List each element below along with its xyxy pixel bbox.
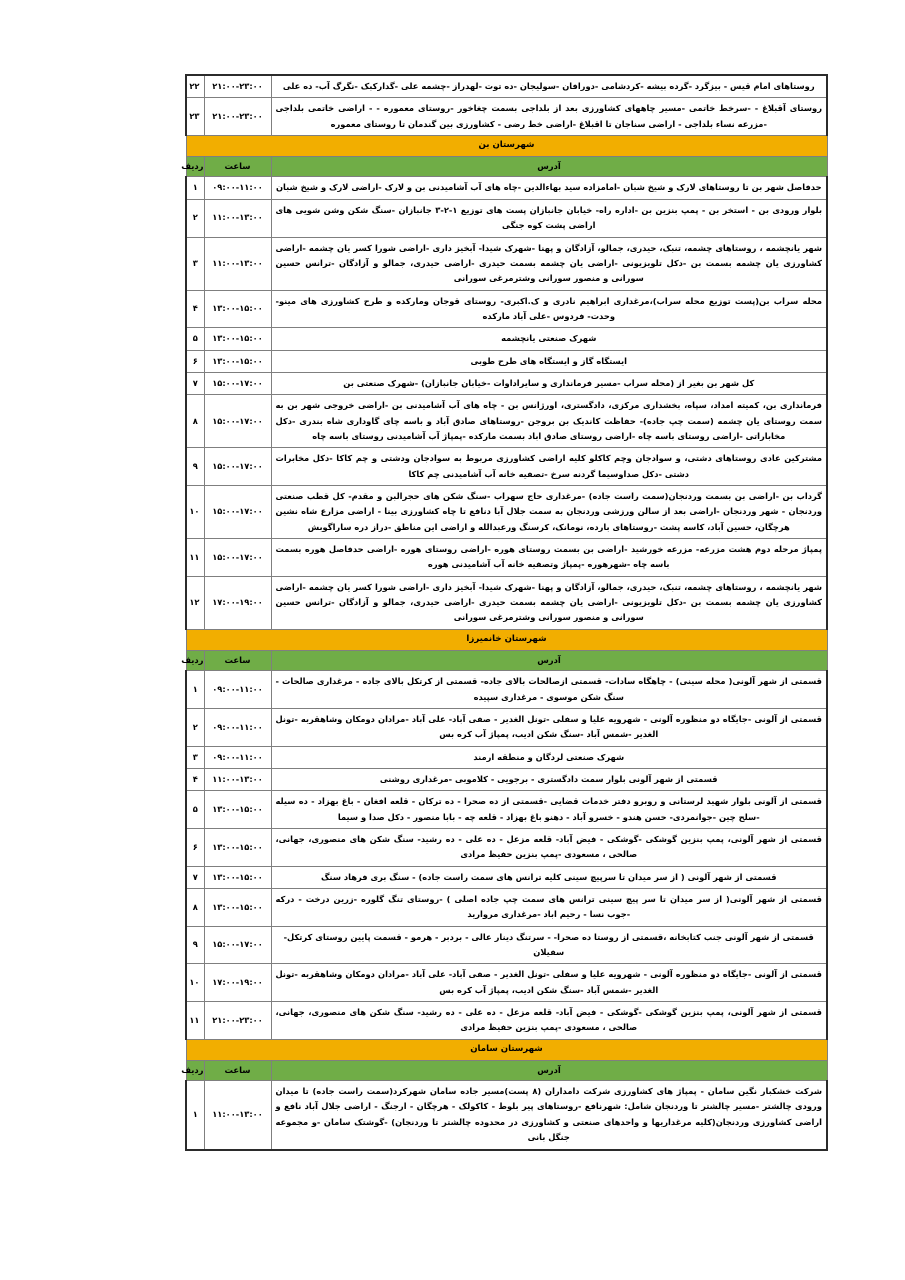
cell-time: ۱۵:۰۰-۱۷:۰۰	[204, 448, 271, 486]
cell-address: قسمتی از شهر آلونی بلوار سمت دادگستری - برجویی - کلاموبی -مرغداری روشنی	[271, 768, 827, 790]
table-row	[186, 372, 827, 394]
city-name: شهرستان بن	[186, 136, 827, 157]
column-header-time: ساعت	[204, 156, 271, 177]
cell-address: فرمانداری بن، کمیته امداد، سپاه، بخشداری مرکزی، دادگستری، اورژانس بن - چاه های آب آشامیدنی بن -اراضی خروجی شهر بن به سمت روستای یان چشمه (سمت چپ جاده)- حفاظت کاندیک بن بروجن -روستاهای صادق آباد و باسه چای گاوداری شاه بندری -دکل مخاباراتی -اراضی روستای باسه چاه -اراضی روستای صادق اباد بسمت مارکده -پمپاژ آب آشامیدنی روستای باسه چاه	[271, 395, 827, 448]
cell-address: کل شهر بن بغیر از (محله سراب -مسیر فرمانداری و سایراداوات -خیابان جانبازان) -شهرک صنعتی بن	[271, 372, 827, 394]
cell-address: روستای آقبلاغ - -سرخط خاتمی -مسیر چاههای کشاورزی بعد از بلداجی بسمت چغاخور -روستای معموره - - اراضی خاتمی بلداجی -مزرعه نساء بلداجی - اراضی سناجان تا اقبلاغ -اراضی خط رضی - کشاورزی بین گندمان تا روستای معموره	[271, 98, 827, 136]
city-section-header	[186, 629, 827, 650]
table-row	[186, 177, 827, 199]
column-header-row	[186, 156, 827, 177]
column-header-address: آدرس	[271, 156, 827, 177]
table-row	[186, 237, 827, 290]
cell-row-number: ۶	[186, 350, 204, 372]
cell-row-number: ۵	[186, 791, 204, 829]
column-header-time: ساعت	[204, 1060, 271, 1081]
cell-time: ۰۹:۰۰-۱۱:۰۰	[204, 671, 271, 709]
cell-time: ۱۵:۰۰-۱۷:۰۰	[204, 485, 271, 538]
cell-address: قسمتی از شهر آلونی ( از سر میدان تا سرپیچ سینی کلیه ترانس های سمت راست جاده) - سنگ بری فرهاد سنگ	[271, 866, 827, 888]
cell-time: ۱۵:۰۰-۱۷:۰۰	[204, 372, 271, 394]
table-row	[186, 708, 827, 746]
cell-row-number: ۲	[186, 708, 204, 746]
cell-time: ۱۳:۰۰-۱۵:۰۰	[204, 290, 271, 328]
cell-address: قسمتی از شهر آلونی جنب کتابخانه ،قسمتی از روستا ده صحرا- - سرتنگ دینار عالی - بردبر - هرمو - قسمت پایین روستای کرتکل- سفیلان	[271, 926, 827, 964]
cell-row-number: ۴	[186, 290, 204, 328]
cell-time: ۲۱:۰۰-۲۳:۰۰	[204, 98, 271, 136]
cell-address: حدفاصل شهر بن تا روستاهای لارک و شیخ شبان -امامزاده سید بهاءالدین -چاه های آب آشامیدنی بن و لارک -اراضی لارک و شیخ شبان	[271, 177, 827, 199]
table-row	[186, 350, 827, 372]
column-header-row	[186, 650, 827, 671]
cell-time: ۱۳:۰۰-۱۵:۰۰	[204, 328, 271, 350]
cell-time: ۱۳:۰۰-۱۵:۰۰	[204, 888, 271, 926]
cell-time: ۱۵:۰۰-۱۷:۰۰	[204, 539, 271, 577]
cell-row-number: ۱	[186, 177, 204, 199]
table-row	[186, 768, 827, 790]
cell-time: ۱۳:۰۰-۱۵:۰۰	[204, 791, 271, 829]
table-row	[186, 1002, 827, 1040]
cell-time: ۰۹:۰۰-۱۱:۰۰	[204, 746, 271, 768]
column-header-row-number: ردیف	[186, 650, 204, 671]
table-row	[186, 828, 827, 866]
table-row	[186, 75, 827, 98]
table-row	[186, 926, 827, 964]
outage-schedule-table	[181, 74, 828, 1151]
column-header-row-number: ردیف	[186, 156, 204, 177]
cell-row-number: ۴	[186, 768, 204, 790]
table-row	[186, 671, 827, 709]
city-section-header	[186, 1039, 827, 1060]
cell-row-number: ۹	[186, 926, 204, 964]
cell-row-number: ۳	[186, 746, 204, 768]
cell-row-number: ۷	[186, 866, 204, 888]
city-name: شهرستان سامان	[186, 1039, 827, 1060]
column-header-time: ساعت	[204, 650, 271, 671]
cell-address: ایستگاه گاز و ایستگاه های طرح طوبی	[271, 350, 827, 372]
cell-address: قسمتی از شهر آلونی، پمپ بنزین گوشکی -گوشکی - فیض آباد- قلعه مزعل - ده علی - ده رشید- سنگ شکن های منصوری، جهانی، صالحی ، مسعودی -پمپ بنزین حفیظ مرادی	[271, 828, 827, 866]
cell-row-number: ۲۲	[186, 75, 204, 98]
table-row	[186, 395, 827, 448]
table-row	[186, 448, 827, 486]
cell-row-number: ۸	[186, 888, 204, 926]
cell-address: شهر یانچشمه ، روستاهای چشمه، تنبک، حیدری، جمالو، آزادگان و پهنا -شهرک شیدا- آبخیز داری -اراضی شورا کسر یان چشمه -اراضی کشاورزی یان چشمه بسمت بن -دکل تلویزیونی -اراضی یان چشمه بسمت حیدری -اراضی حیدری، جمالو و آزادگان -ترانس حسین سورانی و منصور سورانی وشترمرغی سورانی	[271, 576, 827, 629]
cell-time: ۲۱:۰۰-۲۳:۰۰	[204, 75, 271, 98]
cell-address: قسمتی از شهر آلونی( از سر میدان تا سر پیچ سینی ترانس های سمت چپ جاده اصلی ) -روستای تنگ گلوره -زرین درخت - درکه -جوب نسا - رحیم اباد -مرغداری مروارید	[271, 888, 827, 926]
cell-time: ۱۱:۰۰-۱۳:۰۰	[204, 1081, 271, 1150]
cell-address: محله سراب بن(پست توزیع محله سراب)،مرغداری ابراهیم نادری و ک.اکبری- روستای قوجان ومارکده و طرح کشاورزی های مینو- وحدت- فردوس -علی آباد مارکده	[271, 290, 827, 328]
cell-address: پمپاژ مرحله دوم هشت مزرعه- مزرعه خورشید -اراضی بن بسمت روستای هوره -اراضی روستای هوره -اراضی حدفاصل هوره بسمت باسه چاه -شهرهوره -پمپاژ وتصفیه خانه آب آشامیدنی هوره	[271, 539, 827, 577]
cell-time: ۱۷:۰۰-۱۹:۰۰	[204, 964, 271, 1002]
table-row	[186, 539, 827, 577]
cell-row-number: ۲۳	[186, 98, 204, 136]
cell-row-number: ۱	[186, 671, 204, 709]
outage-table-container	[181, 74, 828, 1151]
table-row	[186, 98, 827, 136]
cell-row-number: ۳	[186, 237, 204, 290]
column-header-address: آدرس	[271, 1060, 827, 1081]
city-name: شهرستان خانمیرزا	[186, 629, 827, 650]
cell-time: ۱۳:۰۰-۱۵:۰۰	[204, 866, 271, 888]
cell-row-number: ۱	[186, 1081, 204, 1150]
table-row	[186, 576, 827, 629]
table-row	[186, 888, 827, 926]
cell-time: ۱۳:۰۰-۱۵:۰۰	[204, 350, 271, 372]
column-header-row	[186, 1060, 827, 1081]
cell-address: قسمتی از آلونی بلوار شهید لرستانی و روبرو دفتر خدمات قضایی -قسمتی از ده صحرا - ده ترکان - قلعه افغان - باغ بهزاد - ده سیله -سلح چین -جوانمردی- حسن هندو - خسرو آباد - دهنو باغ بهزاد - قلعه چه - بابا منصور - دکل صدا و سیما	[271, 791, 827, 829]
table-row	[186, 866, 827, 888]
cell-time: ۰۹:۰۰-۱۱:۰۰	[204, 708, 271, 746]
cell-time: ۲۱:۰۰-۲۳:۰۰	[204, 1002, 271, 1040]
cell-row-number: ۲	[186, 199, 204, 237]
cell-address: مشترکین عادی روستاهای دشتی، و سوادجان وچم کاکلو کلیه اراضی کشاورزی مربوط به سوادجان ودشتی و چم کاکا -دکل مخابرات دشتی -دکل صداوسیما گردنه سرخ -تصفیه خانه آب آشامیدنی چم کاکا	[271, 448, 827, 486]
cell-time: ۱۵:۰۰-۱۷:۰۰	[204, 395, 271, 448]
table-row	[186, 290, 827, 328]
cell-time: ۱۵:۰۰-۱۷:۰۰	[204, 926, 271, 964]
cell-row-number: ۹	[186, 448, 204, 486]
cell-row-number: ۱۰	[186, 485, 204, 538]
cell-row-number: ۱۱	[186, 539, 204, 577]
table-row	[186, 485, 827, 538]
cell-time: ۱۷:۰۰-۱۹:۰۰	[204, 576, 271, 629]
cell-row-number: ۵	[186, 328, 204, 350]
table-row	[186, 791, 827, 829]
cell-address: قسمتی از آلونی -جایگاه دو منظوره آلونی - شهرویه علیا و سفلی -تونل الغدیر - صفی آباد- علی آباد -مرادان دومکان وشاهقربه -تونل الغدیر -شمس آباد -سنگ شکن ادیب، پمپاژ آب کره بس	[271, 964, 827, 1002]
cell-time: ۱۱:۰۰-۱۳:۰۰	[204, 199, 271, 237]
cell-time: ۱۱:۰۰-۱۳:۰۰	[204, 237, 271, 290]
cell-address: شرکت خشکبار نگین سامان - پمپاژ های کشاورزی شرکت دامداران (۸ پست)مسیر جاده سامان شهرکرد(سمت راست جاده) تا میدان ورودی چالشتر -مسیر چالشتر تا وردنجان شامل: شهرنافع -روستاهای پیر بلوط - کاکولک - هرچگان - ارجنگ - اراضی جلال آباد نافع و اراضی کشاورزی وردنجان(کلیه مرغداریها و واحدهای صنعتی و کشاورزی در محدوده چالشتر تا وردنجان) -گوشتک سامان -و مجموعه جنگل بانی	[271, 1081, 827, 1150]
column-header-address: آدرس	[271, 650, 827, 671]
cell-address: بلوار ورودی بن - استخر بن - پمپ بنزین بن -اداره راه- خیابان جانبازان پست های توزیع ۱-۲-۳ جانبازان -سنگ شکن وشن شویی های اراضی پشت کوه جنگی	[271, 199, 827, 237]
table-row	[186, 964, 827, 1002]
table-row	[186, 746, 827, 768]
cell-row-number: ۱۰	[186, 964, 204, 1002]
table-row	[186, 328, 827, 350]
cell-row-number: ۸	[186, 395, 204, 448]
cell-address: قسمتی از شهر آلونی( محله سینی) - چاهگاه سادات- قسمتی ازصالحات بالای جاده- قسمتی از کرتکل بالای جاده - مرغداری صالحات - سنگ شکن موسوی - مرغداری سپیده	[271, 671, 827, 709]
table-row	[186, 1081, 827, 1150]
cell-address: قسمتی از شهر آلونی، پمپ بنزین گوشکی -گوشکی - فیض آباد- قلعه مزعل - ده علی - ده رشید- سنگ شکن های منصوری، جهانی، صالحی ، مسعودی -پمپ بنزین حفیظ مرادی	[271, 1002, 827, 1040]
column-header-row-number: ردیف	[186, 1060, 204, 1081]
cell-row-number: ۱۱	[186, 1002, 204, 1040]
cell-time: ۱۱:۰۰-۱۳:۰۰	[204, 768, 271, 790]
cell-row-number: ۷	[186, 372, 204, 394]
table-row	[186, 199, 827, 237]
cell-address: شهر یانچشمه ، روستاهای چشمه، تنبک، حیدری، جمالو، آزادگان و پهنا -شهرک شیدا- آبخیز داری -اراضی شورا کسر یان چشمه -اراضی کشاورزی یان چشمه بسمت بن -دکل تلویزیونی -اراضی یان چشمه بسمت حیدری -اراضی حیدری، جمالو و آزادگان -ترانس حسین سورانی و منصور سورانی وشترمرغی سورانی	[271, 237, 827, 290]
cell-address: گرداب بن -اراضی بن بسمت وردنجان(سمت راست جاده) -مرغداری حاج سهراب -سنگ شکن های حجرالبن و مقدم- کل قطب صنعتی وردنجان - شهر وردنجان -اراضی بعد از سالن ورزشی وردنجان به سمت جلال آبا دنافع تا چاه کشاورزی بینا - اراضی مزارع شاه نشین هرچگان، حسین آباد، کاسه پشت -روستاهای بارده، نومانک، کرسنگ ورعبدالله و اراضی این مناطق -دراز دره ساراگوبش	[271, 485, 827, 538]
cell-address: قسمتی از آلونی -جایگاه دو منظوره آلونی - شهرویه علیا و سفلی -تونل الغدیر - صفی آباد- علی آباد -مرادان دومکان وشاهقربه -تونل الغدیر -شمس آباد -سنگ شکن ادیب، پمپاژ آب کره بس	[271, 708, 827, 746]
cell-address: شهرک صنعتی یانچشمه	[271, 328, 827, 350]
cell-address: روستاهای امام قیس - بیزگرد -گرده بیشه -کردشامی -دورافان -سولیجان -ده توت -لهدراز -چشمه علی -گدارکبک -نگرگ آب- ده علی	[271, 75, 827, 98]
cell-row-number: ۱۲	[186, 576, 204, 629]
cell-address: شهرک صنعتی لردگان و منطقه ارمند	[271, 746, 827, 768]
cell-time: ۱۳:۰۰-۱۵:۰۰	[204, 828, 271, 866]
cell-time: ۰۹:۰۰-۱۱:۰۰	[204, 177, 271, 199]
cell-row-number: ۶	[186, 828, 204, 866]
city-section-header	[186, 136, 827, 157]
